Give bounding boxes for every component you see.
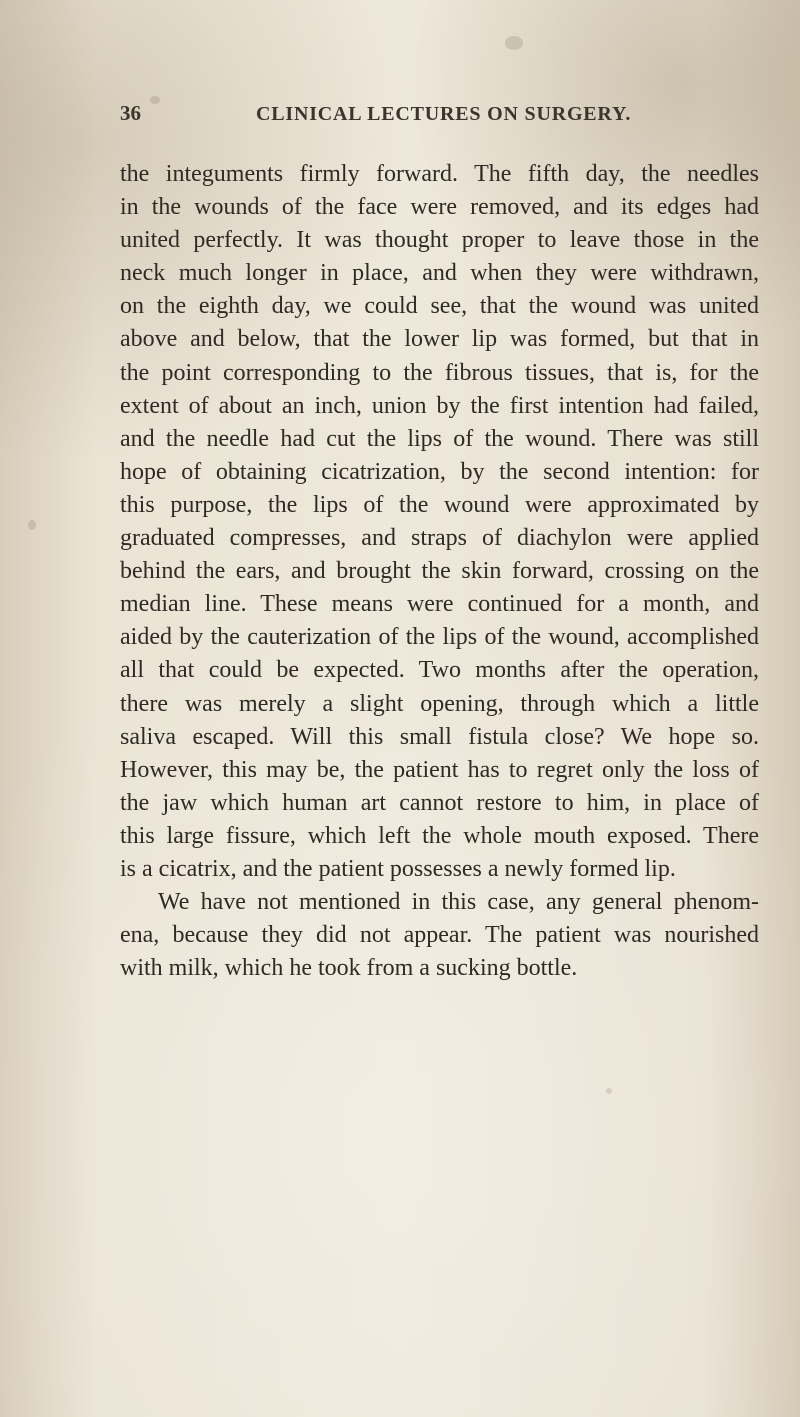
text-line: is a cicatrix, and the patient possesses a newly formed lip.	[120, 855, 676, 882]
text-line: there was merely a slight opening, through which a little	[120, 690, 759, 717]
text-line: with milk, which he took from a sucking bottle.	[120, 955, 578, 982]
text-line: on the eighth day, we could see, that the wound was united	[120, 293, 759, 320]
page-header	[120, 101, 720, 135]
running-title: CLINICAL LECTURES ON SURGERY.	[256, 103, 632, 125]
text-line: this large fissure, which left the whole mouth exposed. There	[120, 822, 759, 849]
text-line: united perfectly. It was thought proper to leave those in the	[120, 227, 759, 254]
text-line: behind the ears, and brought the skin forward, crossing on the	[120, 558, 759, 585]
text-line: all that could be expected. Two months after the operation,	[120, 657, 759, 684]
text-line: the jaw which human art cannot restore to him, in place of	[120, 789, 759, 816]
text-line: graduated compresses, and straps of diachylon were applied	[120, 525, 759, 552]
paper-stain	[28, 520, 36, 530]
text-line: hope of obtaining cicatrization, by the second intention: for	[120, 458, 759, 485]
paper-stain	[505, 36, 523, 50]
text-line: ena, because they did not appear. The patient was nourished	[120, 922, 759, 949]
text-line: However, this may be, the patient has to regret only the loss of	[120, 756, 759, 783]
text-line: the point corresponding to the fibrous tissues, that is, for the	[120, 359, 759, 386]
text-line: this purpose, the lips of the wound were approximated by	[120, 491, 759, 518]
body-text	[120, 158, 759, 985]
text-line: in the wounds of the face were removed, and its edges had	[120, 194, 759, 221]
text-line: above and below, that the lower lip was formed, but that in	[120, 326, 759, 353]
text-line: extent of about an inch, union by the first intention had failed,	[120, 392, 759, 419]
text-line: We have not mentioned in this case, any general phenom-	[158, 889, 759, 916]
text-line: and the needle had cut the lips of the wound. There was still	[120, 425, 759, 452]
page-number: 36	[120, 101, 141, 125]
text-line: aided by the cauterization of the lips of the wound, accomplished	[120, 624, 759, 651]
text-line: median line. These means were continued for a month, and	[120, 591, 759, 618]
text-line: the integuments firmly forward. The fifth day, the needles	[120, 161, 759, 187]
paper-stain	[606, 1088, 612, 1094]
text-line: saliva escaped. Will this small fistula close? We hope so.	[120, 723, 759, 750]
text-line: neck much longer in place, and when they were withdrawn,	[120, 260, 759, 287]
